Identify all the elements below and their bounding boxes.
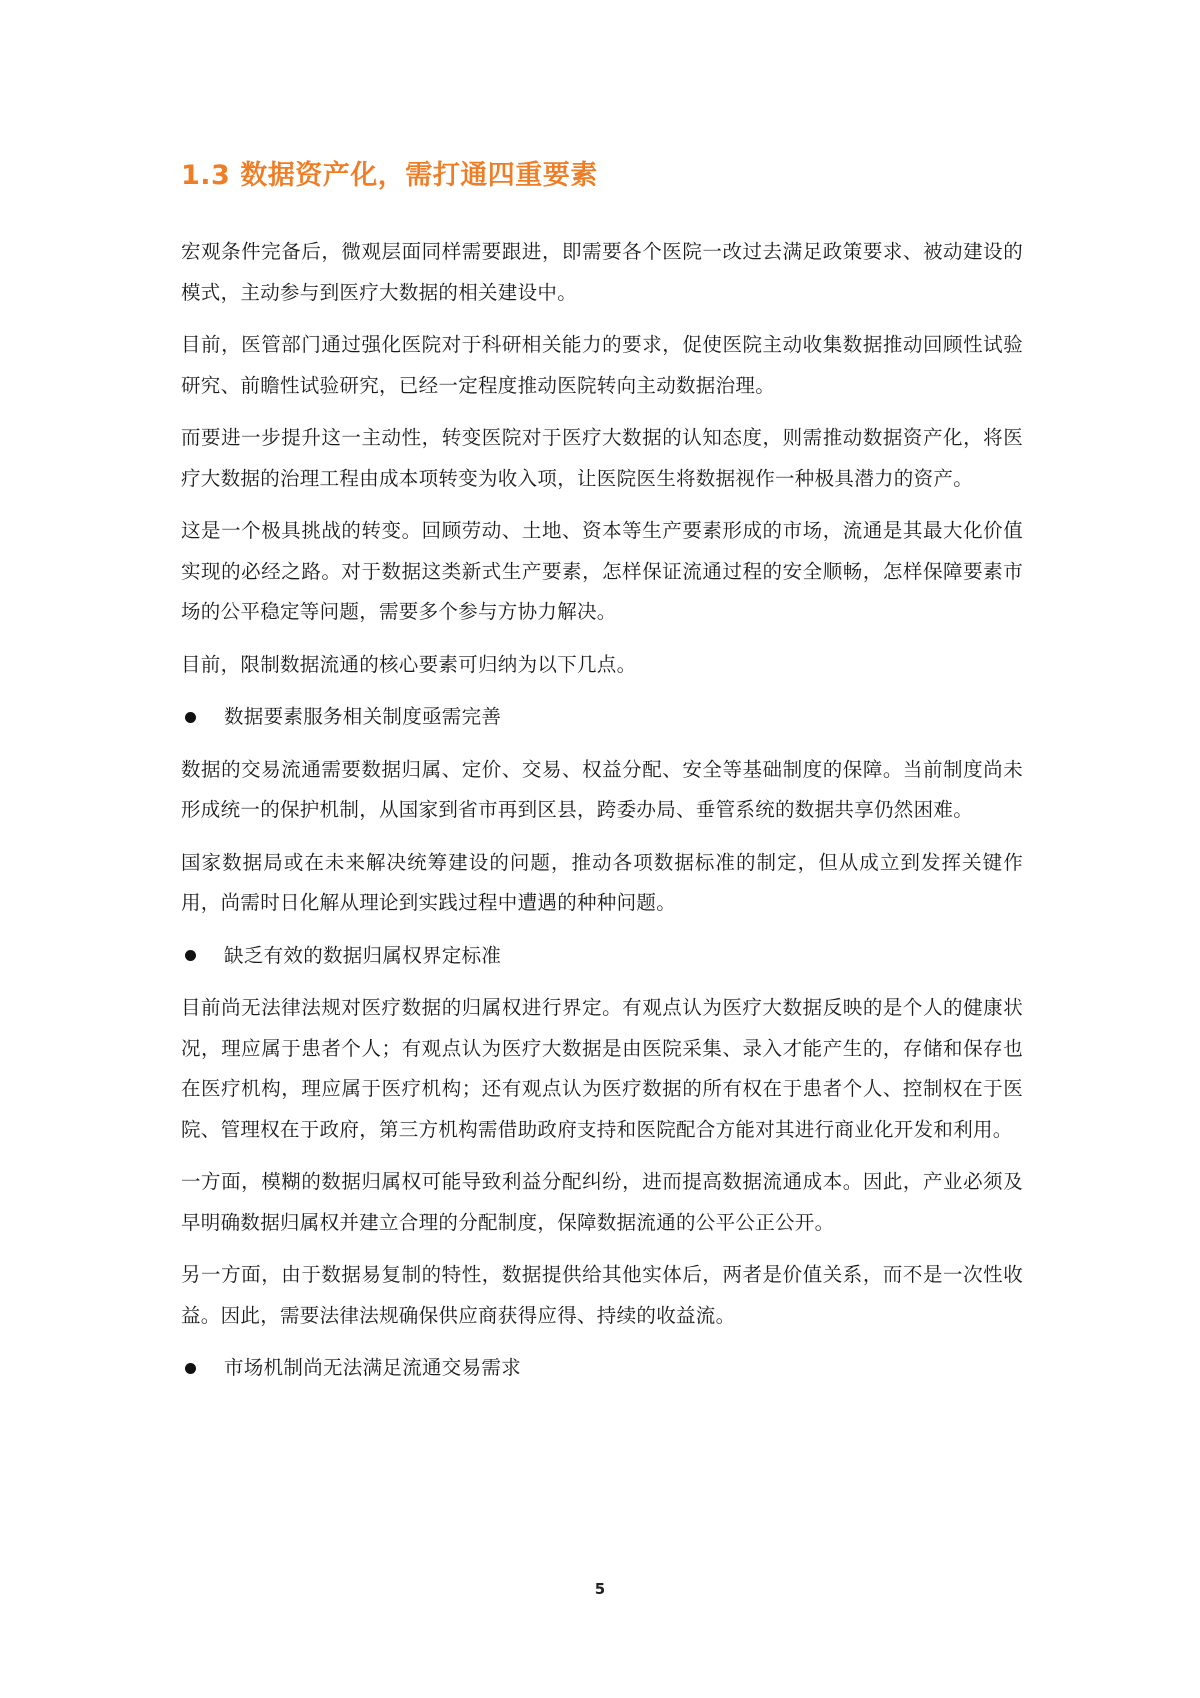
page-number: 5 [594,1580,606,1598]
paragraph: 目前，医管部门通过强化医院对于科研相关能力的要求，促使医院主动收集数据推动回顾性试验研究、前瞻性试验研究，已经一定程度推动医院转向主动数据治理。 [181,333,1023,397]
paragraph: 而要进一步提升这一主动性，转变医院对于医疗大数据的认知态度，则需推动数据资产化，将医疗大数据的治理工程由成本项转变为收入项，让医院医生将数据视作一种极具潜力的资产。 [181,426,1023,490]
bullet-text: 数据要素服务相关制度亟需完善 [224,705,502,728]
paragraph: 宏观条件完备后，微观层面同样需要跟进，即需要各个医院一改过去满足政策要求、被动建设的模式，主动参与到医疗大数据的相关建设中。 [181,240,1023,304]
paragraph: 目前，限制数据流通的核心要素可归纳为以下几点。 [181,652,637,676]
section-heading: 1.3 数据资产化，需打通四重要素 [181,160,598,191]
page-content [181,150,1023,1401]
paragraph: 国家数据局或在未来解决统筹建设的问题，推动各项数据标准的制定，但从成立到发挥关键作用，尚需时日化解从理论到实践过程中遭遇的种种问题。 [181,850,1023,914]
bullet-item [181,1348,1023,1389]
bullet-dot-icon [185,950,196,961]
bullet-dot-icon [185,712,196,723]
paragraph: 目前尚无法律法规对医疗数据的归属权进行界定。有观点认为医疗大数据反映的是个人的健康状况，理应属于患者个人；有观点认为医疗大数据是由医院采集、录入才能产生的，存储和保存也在医疗机构，理应属于医疗机构；还有观点认为医疗数据的所有权在于患者个人、控制权在于医院、管理权在于政府，第三方机构需借助政府支持和医院配合方能对其进行商业化开发和利用。 [181,996,1023,1141]
bullet-text: 市场机制尚无法满足流通交易需求 [224,1356,522,1379]
bullet-item [181,697,1023,738]
bullet-text: 缺乏有效的数据归属权界定标准 [224,943,502,967]
paragraph: 一方面，模糊的数据归属权可能导致利益分配纠纷，进而提高数据流通成本。因此，产业必须及早明确数据归属权并建立合理的分配制度，保障数据流通的公平公正公开。 [181,1170,1023,1234]
bullet-item [181,936,1023,977]
bullet-dot-icon [185,1363,196,1374]
paragraph: 这是一个极具挑战的转变。回顾劳动、土地、资本等生产要素形成的市场，流通是其最大化价值实现的必经之路。对于数据这类新式生产要素，怎样保证流通过程的安全顺畅，怎样保障要素市场的公平稳定等问题，需要多个参与方协力解决。 [181,519,1023,623]
paragraph: 另一方面，由于数据易复制的特性，数据提供给其他实体后，两者是价值关系，而不是一次性收益。因此，需要法律法规确保供应商获得应得、持续的收益流。 [181,1263,1023,1327]
paragraph: 数据的交易流通需要数据归属、定价、交易、权益分配、安全等基础制度的保障。当前制度尚未形成统一的保护机制，从国家到省市再到区县，跨委办局、垂管系统的数据共享仍然困难。 [181,757,1023,821]
